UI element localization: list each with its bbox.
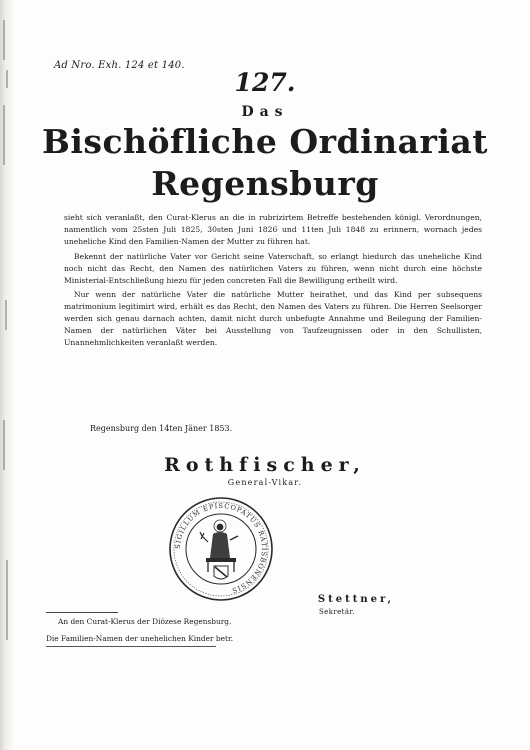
signatory-title: General-Vikar. [227,478,303,487]
seal-icon [168,496,274,602]
divider [46,646,216,647]
episcopal-seal [168,496,274,602]
reference-number: Ad Nro. Exh. 124 et 140. [54,60,185,71]
addressee-line: An den Curat-Klerus der Diözese Regensburg. [58,617,232,626]
heading-article: Das [241,104,289,120]
body-paragraph: Nur wenn der natürliche Vater die natürliche Mutter heirathet, und das Kind per subsequens matrimonium legitimirt wird, erhält es das Recht, den Namen des Vaters zu führen. Die Herren Seelsorger werden sich genau darnach achten, damit nicht durch unbefugte Annahme und Beilegung der Familien-Namen der natürlichen Väter bei Ausstellung von Taufzeugnissen oder in den Schullisten, Unannehmlichkeiten veranlaßt werden. [64,290,482,348]
heading-city: Regensburg [151,164,379,203]
decree-number: 127. [234,68,296,97]
secretary-title: Sekretär. [318,608,356,616]
signatory-name: Rothfischer, [164,454,366,476]
seal-ring-text: SIGILLUM EPISCOPATUS RATISBONENSIS [173,501,269,595]
decree-body [64,212,482,352]
date-line: Regensburg den 14ten Jäner 1853. [90,424,233,433]
body-paragraph: sieht sich veranlaßt, den Curat-Klerus an die in rubrizirtem Betreffe bestehenden königl. Verordnungen, namentlich vom 25sten Juli 1825, 30sten Juni 1826 und 11ten Juli 1848 zu erinnern, wornach jedes uneheliche Kind den Familien-Namen der Mutter zu führen hat. [64,213,482,246]
divider [46,612,118,613]
body-paragraph: Bekennt der natürliche Vater vor Gericht seine Vaterschaft, so erlangt hiedurch das uneheliche Kind noch nicht das Recht, den Namen des natürlichen Vaters zu führen, wenn nicht durch eine höchste Ministerial-Entschließung hiezu für jeden concreten Fall die Bewilligung ertheilt wird. [64,251,482,285]
subject-line: Die Familien-Namen der unehelichen Kinder betr. [46,634,234,643]
heading-title: Bischöfliche Ordinariat [41,122,489,161]
secretary-name: Stettner, [317,594,394,605]
